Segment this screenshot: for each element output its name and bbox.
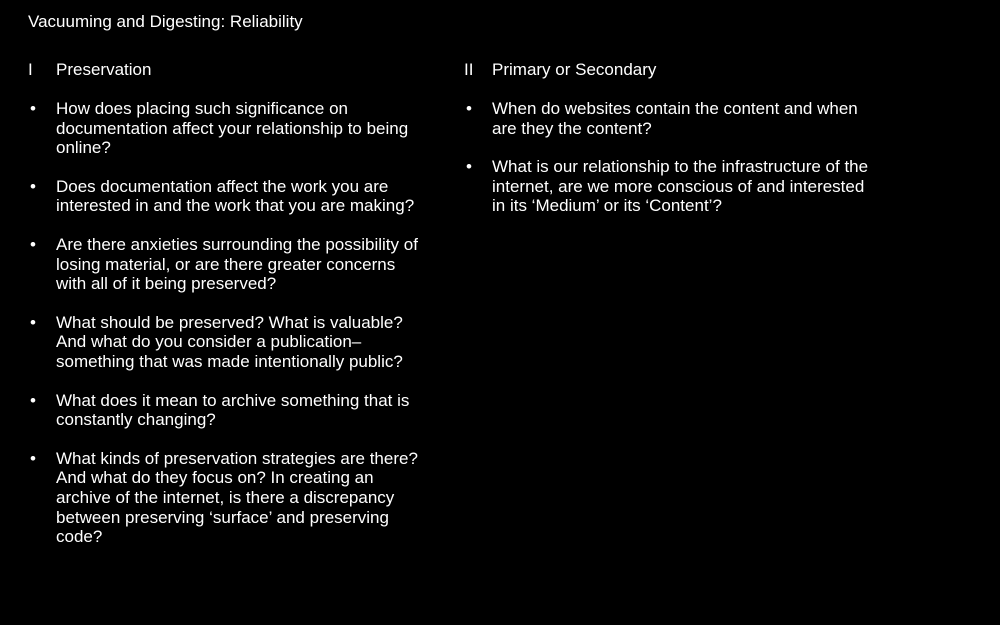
- question-text: What does it mean to archive something that is constantly changing?: [56, 390, 410, 430]
- question-text: What is our relationship to the infrastructure of the internet, are we more conscious of and interested in its ‘Medium’ or its ‘Content’?: [492, 157, 869, 216]
- page-title: Vacuuming and Digesting: Reliability: [28, 12, 303, 31]
- section-preservation: [28, 60, 428, 566]
- question-text: When do websites contain the content and when are they the content?: [492, 99, 858, 138]
- section-numeral: I: [28, 60, 33, 79]
- question-text: What should be preserved? What is valuable? And what do you consider a publication–something that was made intentionally public?: [56, 312, 403, 371]
- list-item: [28, 313, 428, 372]
- section-primary-or-secondary: [464, 60, 874, 235]
- bullet-icon: •: [30, 390, 36, 410]
- bullet-icon: •: [466, 99, 472, 118]
- section-heading: [464, 60, 874, 80]
- list-item: [28, 99, 428, 158]
- bullet-icon: •: [30, 99, 36, 118]
- section-title: Preservation: [56, 60, 152, 79]
- question-text: What kinds of preservation strategies are there? And what do they focus on? In creating an archive of the internet, is there a discrepancy between preserving ‘surface’ and preserving code?: [56, 448, 418, 547]
- question-text: How does placing such significance on documentation affect your relationship to being online?: [56, 99, 409, 158]
- list-item: [464, 99, 874, 138]
- section-numeral: II: [464, 60, 474, 79]
- list-item: [28, 177, 428, 216]
- list-item: [464, 157, 874, 216]
- list-item: [28, 449, 428, 547]
- question-list: [28, 99, 428, 547]
- question-text: Are there anxieties surrounding the possibility of losing material, or are there greater concerns with all of it being preserved?: [56, 234, 418, 294]
- list-item: [28, 235, 428, 294]
- bullet-icon: •: [30, 176, 36, 196]
- bullet-icon: •: [30, 234, 36, 254]
- bullet-icon: •: [30, 312, 36, 332]
- section-title: Primary or Secondary: [492, 60, 657, 79]
- question-list: [464, 99, 874, 216]
- bullet-icon: •: [466, 157, 472, 177]
- section-heading: [28, 60, 428, 80]
- question-text: Does documentation affect the work you are interested in and the work that you are making?: [56, 176, 415, 216]
- list-item: [28, 391, 428, 430]
- bullet-icon: •: [30, 448, 36, 468]
